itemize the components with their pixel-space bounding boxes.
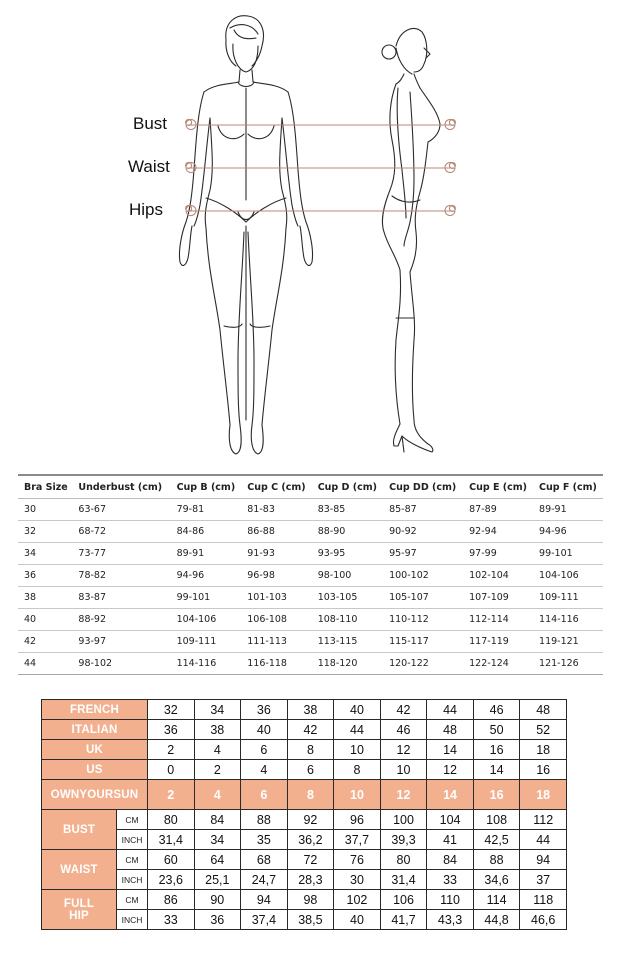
- unit-cm: CM: [117, 810, 148, 830]
- size-cell: 36: [194, 910, 241, 930]
- size-cell: 2: [148, 780, 195, 810]
- unit-inch: INCH: [117, 830, 148, 850]
- bra-table-cell: 101-103: [241, 587, 311, 609]
- unit-inch: INCH: [117, 870, 148, 890]
- size-cell: 35: [241, 830, 288, 850]
- size-cell: 106: [380, 890, 427, 910]
- bra-table-row: [18, 521, 603, 543]
- size-cell: 88: [241, 810, 288, 830]
- size-cell: 96: [334, 810, 381, 830]
- size-cell: 34: [194, 830, 241, 850]
- size-cell: 52: [520, 720, 567, 740]
- row-us: [42, 760, 567, 780]
- size-cell: 104: [427, 810, 474, 830]
- bra-table-header: Cup D (cm): [312, 475, 383, 499]
- size-cell: 88: [473, 850, 520, 870]
- size-cell: 10: [334, 780, 381, 810]
- size-cell: 86: [148, 890, 195, 910]
- bra-table-cell: 109-111: [533, 587, 603, 609]
- bra-table-header: Bra Size: [18, 475, 72, 499]
- size-cell: 40: [241, 720, 288, 740]
- size-cell: 110: [427, 890, 474, 910]
- bra-table-row: [18, 609, 603, 631]
- size-cell: 60: [148, 850, 195, 870]
- row-label-ownyoursun: OWNYOURSUN: [42, 780, 148, 810]
- row-french: [42, 700, 567, 720]
- size-cell: 6: [241, 740, 288, 760]
- size-conversion-table: [41, 699, 567, 930]
- size-cell: 36,2: [287, 830, 334, 850]
- size-cell: 112: [520, 810, 567, 830]
- bra-table-cell: 88-90: [312, 521, 383, 543]
- size-cell: 46,6: [520, 910, 567, 930]
- size-cell: 8: [287, 780, 334, 810]
- bra-table-cell: 78-82: [72, 565, 170, 587]
- bra-table-cell: 96-98: [241, 565, 311, 587]
- bra-table-cell: 99-101: [533, 543, 603, 565]
- size-cell: 12: [380, 780, 427, 810]
- size-cell: 4: [194, 740, 241, 760]
- size-cell: 46: [473, 700, 520, 720]
- bra-table-cell: 93-95: [312, 543, 383, 565]
- bra-table-cell: 105-107: [383, 587, 463, 609]
- bra-table-header: Cup F (cm): [533, 475, 603, 499]
- bra-table-cell: 94-96: [533, 521, 603, 543]
- size-cell: 0: [148, 760, 195, 780]
- unit-inch: INCH: [117, 910, 148, 930]
- size-cell: 38,5: [287, 910, 334, 930]
- bra-table-cell: 106-108: [241, 609, 311, 631]
- bra-table-row: [18, 565, 603, 587]
- size-cell: 41: [427, 830, 474, 850]
- full-hip-label-line2: HIP: [69, 909, 89, 922]
- size-cell: 2: [148, 740, 195, 760]
- size-cell: 42: [380, 700, 427, 720]
- bra-table-cell: 44: [18, 653, 72, 675]
- bra-table-cell: 63-67: [72, 499, 170, 521]
- row-waist-inch: [42, 870, 567, 890]
- size-cell: 31,4: [380, 870, 427, 890]
- size-cell: 23,6: [148, 870, 195, 890]
- bra-table-row: [18, 499, 603, 521]
- bra-table-cell: 87-89: [463, 499, 533, 521]
- bra-table-cell: 110-112: [383, 609, 463, 631]
- bra-table-cell: 114-116: [533, 609, 603, 631]
- size-cell: 12: [427, 760, 474, 780]
- row-waist-cm: [42, 850, 567, 870]
- bra-table-cell: 115-117: [383, 631, 463, 653]
- size-cell: 76: [334, 850, 381, 870]
- hips-label: Hips: [129, 200, 164, 219]
- bra-table-cell: 38: [18, 587, 72, 609]
- size-cell: 39,3: [380, 830, 427, 850]
- bra-table-cell: 119-121: [533, 631, 603, 653]
- size-cell: 25,1: [194, 870, 241, 890]
- size-cell: 34: [194, 700, 241, 720]
- size-cell: 36: [148, 720, 195, 740]
- size-cell: 24,7: [241, 870, 288, 890]
- bra-table-cell: 86-88: [241, 521, 311, 543]
- front-figure: [179, 16, 312, 454]
- bra-table-cell: 122-124: [463, 653, 533, 675]
- size-cell: 33: [427, 870, 474, 890]
- size-cell: 33: [148, 910, 195, 930]
- bra-table-row: [18, 631, 603, 653]
- size-cell: 80: [148, 810, 195, 830]
- waist-label: Waist: [128, 157, 170, 176]
- size-cell: 32: [148, 700, 195, 720]
- full-hip-label-line1: FULL: [63, 897, 95, 910]
- bra-table-cell: 83-87: [72, 587, 170, 609]
- row-full-hip-cm: [42, 890, 567, 910]
- bra-table-cell: 89-91: [171, 543, 242, 565]
- bra-table-cell: 84-86: [171, 521, 242, 543]
- size-cell: 72: [287, 850, 334, 870]
- size-cell: 6: [287, 760, 334, 780]
- row-full-hip-inch: [42, 910, 567, 930]
- bra-table-cell: 102-104: [463, 565, 533, 587]
- size-cell: 90: [194, 890, 241, 910]
- bra-table-cell: 112-114: [463, 609, 533, 631]
- bra-table-cell: 104-106: [171, 609, 242, 631]
- bra-table-cell: 89-91: [533, 499, 603, 521]
- bra-table-cell: 98-102: [72, 653, 170, 675]
- bra-table-cell: 107-109: [463, 587, 533, 609]
- size-cell: 8: [334, 760, 381, 780]
- size-cell: 37: [520, 870, 567, 890]
- row-label-uk: UK: [42, 740, 148, 760]
- size-cell: 18: [520, 780, 567, 810]
- bra-table-body: [18, 499, 603, 675]
- size-cell: 94: [520, 850, 567, 870]
- size-cell: 84: [427, 850, 474, 870]
- row-italian: [42, 720, 567, 740]
- row-uk: [42, 740, 567, 760]
- size-cell: 10: [380, 760, 427, 780]
- bra-table-header: Underbust (cm): [72, 475, 170, 499]
- size-cell: 31,4: [148, 830, 195, 850]
- bra-table-cell: 32: [18, 521, 72, 543]
- bra-table-cell: 73-77: [72, 543, 170, 565]
- bra-table-cell: 81-83: [241, 499, 311, 521]
- size-cell: 40: [334, 700, 381, 720]
- size-cell: 44: [427, 700, 474, 720]
- bra-table-cell: 95-97: [383, 543, 463, 565]
- bra-table-cell: 118-120: [312, 653, 383, 675]
- bra-table-cell: 104-106: [533, 565, 603, 587]
- bra-table-row: [18, 543, 603, 565]
- size-cell: 64: [194, 850, 241, 870]
- size-cell: 16: [473, 740, 520, 760]
- size-cell: 14: [427, 780, 474, 810]
- bra-table-row: [18, 587, 603, 609]
- size-cell: 43,3: [427, 910, 474, 930]
- size-cell: 92: [287, 810, 334, 830]
- bra-table-cell: 91-93: [241, 543, 311, 565]
- row-label-bust: BUST: [42, 810, 117, 850]
- bra-table-cell: 97-99: [463, 543, 533, 565]
- size-cell: 42,5: [473, 830, 520, 850]
- bra-table-cell: 85-87: [383, 499, 463, 521]
- bra-table-cell: 103-105: [312, 587, 383, 609]
- size-cell: 48: [520, 700, 567, 720]
- size-cell: 36: [241, 700, 288, 720]
- bra-table-header: Cup DD (cm): [383, 475, 463, 499]
- size-cell: 80: [380, 850, 427, 870]
- bra-table-cell: 93-97: [72, 631, 170, 653]
- size-cell: 16: [520, 760, 567, 780]
- row-ownyoursun: [42, 780, 567, 810]
- bra-table-cell: 120-122: [383, 653, 463, 675]
- bra-table-cell: 114-116: [171, 653, 242, 675]
- bra-table-cell: 121-126: [533, 653, 603, 675]
- size-cell: 14: [473, 760, 520, 780]
- body-measurement-illustration: [0, 0, 619, 465]
- size-cell: 44: [334, 720, 381, 740]
- size-cell: 4: [194, 780, 241, 810]
- row-bust-cm: [42, 810, 567, 830]
- size-cell: 6: [241, 780, 288, 810]
- size-cell: 100: [380, 810, 427, 830]
- size-cell: 44,8: [473, 910, 520, 930]
- size-cell: 118: [520, 890, 567, 910]
- bra-table-cell: 90-92: [383, 521, 463, 543]
- bust-label: Bust: [133, 114, 168, 133]
- bra-table-header-row: [18, 475, 603, 499]
- size-cell: 12: [380, 740, 427, 760]
- unit-cm: CM: [117, 890, 148, 910]
- bra-table-cell: 34: [18, 543, 72, 565]
- size-cell: 98: [287, 890, 334, 910]
- bra-table-cell: 100-102: [383, 565, 463, 587]
- bra-table-cell: 98-100: [312, 565, 383, 587]
- size-cell: 10: [334, 740, 381, 760]
- bra-table-cell: 109-111: [171, 631, 242, 653]
- size-cell: 94: [241, 890, 288, 910]
- size-cell: 42: [287, 720, 334, 740]
- size-cell: 48: [427, 720, 474, 740]
- size-cell: 114: [473, 890, 520, 910]
- bra-table-cell: 113-115: [312, 631, 383, 653]
- bra-table-cell: 88-92: [72, 609, 170, 631]
- size-cell: 18: [520, 740, 567, 760]
- row-bust-inch: [42, 830, 567, 850]
- size-cell: 84: [194, 810, 241, 830]
- size-cell: 102: [334, 890, 381, 910]
- bra-table-cell: 94-96: [171, 565, 242, 587]
- bra-table-cell: 83-85: [312, 499, 383, 521]
- row-label-waist: WAIST: [42, 850, 117, 890]
- bra-table-cell: 116-118: [241, 653, 311, 675]
- row-label-full-hip: [42, 890, 117, 930]
- size-cell: 4: [241, 760, 288, 780]
- size-cell: 28,3: [287, 870, 334, 890]
- size-cell: 37,7: [334, 830, 381, 850]
- size-cell: 34,6: [473, 870, 520, 890]
- unit-cm: CM: [117, 850, 148, 870]
- bra-table-cell: 111-113: [241, 631, 311, 653]
- size-cell: 37,4: [241, 910, 288, 930]
- bra-table-header: Cup B (cm): [171, 475, 242, 499]
- row-label-italian: ITALIAN: [42, 720, 148, 740]
- size-cell: 16: [473, 780, 520, 810]
- bra-table-header: Cup E (cm): [463, 475, 533, 499]
- bra-table-cell: 117-119: [463, 631, 533, 653]
- size-cell: 38: [194, 720, 241, 740]
- size-cell: 68: [241, 850, 288, 870]
- row-label-french: FRENCH: [42, 700, 148, 720]
- bra-table-row: [18, 653, 603, 675]
- bra-table-cell: 42: [18, 631, 72, 653]
- bra-table-cell: 36: [18, 565, 72, 587]
- size-cell: 46: [380, 720, 427, 740]
- bra-table-cell: 92-94: [463, 521, 533, 543]
- bra-table-cell: 99-101: [171, 587, 242, 609]
- size-cell: 44: [520, 830, 567, 850]
- bra-table-cell: 40: [18, 609, 72, 631]
- bra-table-cell: 30: [18, 499, 72, 521]
- size-cell: 108: [473, 810, 520, 830]
- size-cell: 38: [287, 700, 334, 720]
- size-cell: 30: [334, 870, 381, 890]
- size-cell: 14: [427, 740, 474, 760]
- row-label-us: US: [42, 760, 148, 780]
- size-cell: 8: [287, 740, 334, 760]
- side-figure: [382, 28, 440, 452]
- bra-size-table: [18, 474, 603, 675]
- bra-table-header: Cup C (cm): [241, 475, 311, 499]
- bra-table-cell: 79-81: [171, 499, 242, 521]
- size-cell: 40: [334, 910, 381, 930]
- bra-table-cell: 108-110: [312, 609, 383, 631]
- bra-table-cell: 68-72: [72, 521, 170, 543]
- size-cell: 2: [194, 760, 241, 780]
- size-cell: 50: [473, 720, 520, 740]
- figure-drawing: [0, 0, 619, 465]
- size-cell: 41,7: [380, 910, 427, 930]
